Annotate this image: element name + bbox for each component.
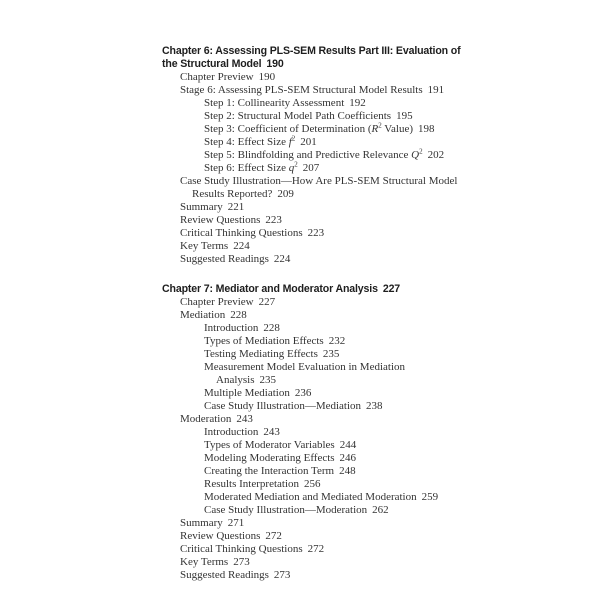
toc-entry[interactable]: Suggested Readings 224 [180,253,291,265]
toc-entry[interactable]: Key Terms 224 [180,240,250,252]
toc-entry[interactable]: Case Study Illustration—How Are PLS-SEM Structural Model [180,175,458,187]
chapter-title-cont: the Structural Model 190 [162,58,284,70]
toc-entry-cont[interactable]: Analysis 235 [216,374,276,386]
toc-entry[interactable]: Review Questions 272 [180,530,282,542]
toc-entry[interactable]: Introduction 243 [204,426,280,438]
toc-entry[interactable]: Multiple Mediation 236 [204,387,312,399]
toc-entry[interactable]: Types of Moderator Variables 244 [204,439,357,451]
toc-entry[interactable]: Step 5: Blindfolding and Predictive Relevance $Q^2$ 202 [204,147,445,161]
toc-entry[interactable]: Step 3: Coefficient of Determination ($R^2$ Value) 198 [204,121,435,135]
chapter-7 [162,283,462,582]
chapter-spacer [162,266,462,283]
toc-entry[interactable]: Step 4: Effect Size $f^2$ 201 [204,134,317,148]
page-number: 190 [266,58,284,70]
toc-entry[interactable]: Modeling Moderating Effects 246 [204,452,357,464]
page-number: 227 [382,283,401,295]
toc-entry[interactable]: Critical Thinking Questions 272 [180,543,325,555]
toc-entry[interactable]: Step 1: Collinearity Assessment 192 [204,97,366,109]
toc-entry[interactable]: Step 2: Structural Model Path Coefficients 195 [204,110,413,122]
toc-entry[interactable]: Step 6: Effect Size $q^2$ 207 [204,160,320,174]
chapter-title: Chapter 6: Assessing PLS-SEM Results Part III: Evaluation of [162,45,461,57]
toc-entry[interactable]: Case Study Illustration—Mediation 238 [204,400,383,412]
toc-entry[interactable]: Chapter Preview 190 [180,71,276,83]
toc-entry[interactable]: Key Terms 273 [180,556,250,568]
toc-entry[interactable]: Introduction 228 [204,322,280,334]
toc-entry[interactable]: Case Study Illustration—Moderation 262 [204,504,389,516]
table-of-contents [162,45,462,582]
toc-entry[interactable]: Moderation 243 [180,413,253,425]
toc-entry[interactable]: Summary 271 [180,517,245,529]
chapter-6 [162,45,462,266]
toc-entry[interactable]: Types of Mediation Effects 232 [204,335,346,347]
toc-entry[interactable]: Suggested Readings 273 [180,569,291,581]
toc-entry[interactable]: Results Interpretation 256 [204,478,321,490]
toc-entry[interactable]: Creating the Interaction Term 248 [204,465,356,477]
toc-entry-cont[interactable]: Results Reported? 209 [192,188,294,200]
toc-entry[interactable]: Summary 221 [180,201,245,213]
chapter-title: Chapter 7: Mediator and Moderator Analysis 227 [162,283,401,295]
toc-entry[interactable]: Mediation 228 [180,309,247,321]
toc-entry[interactable]: Measurement Model Evaluation in Mediation [204,361,406,373]
toc-entry[interactable]: Testing Mediating Effects 235 [204,348,340,360]
toc-entry[interactable]: Stage 6: Assessing PLS-SEM Structural Model Results 191 [180,84,445,96]
toc-entry[interactable]: Critical Thinking Questions 223 [180,227,325,239]
toc-entry[interactable]: Review Questions 223 [180,214,282,226]
toc-entry[interactable]: Chapter Preview 227 [180,296,276,308]
toc-entry[interactable]: Moderated Mediation and Mediated Moderation 259 [204,491,439,503]
